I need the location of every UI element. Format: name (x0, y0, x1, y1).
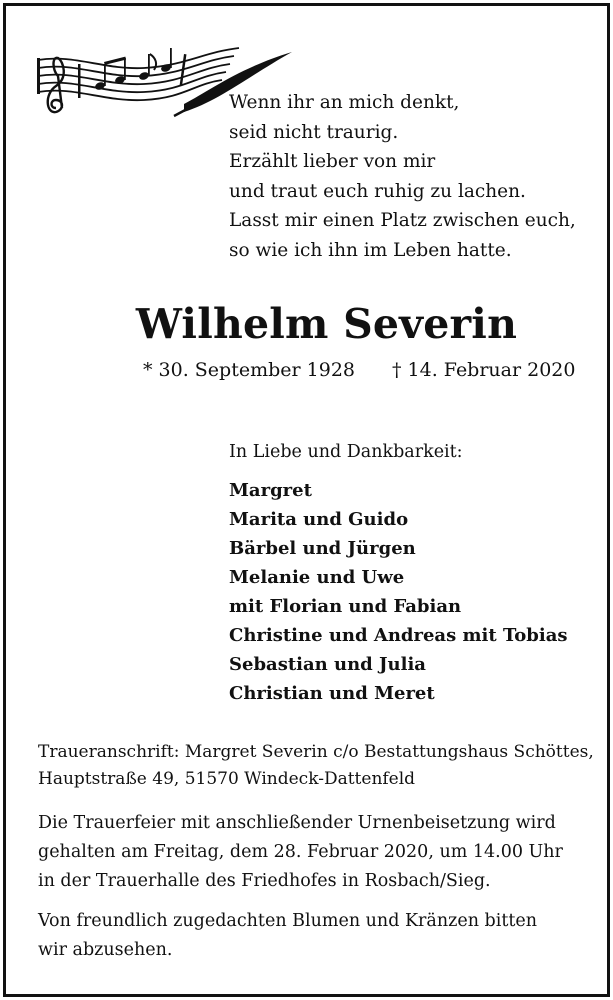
mourner-entry: Melanie und Uwe (229, 567, 405, 588)
death-date: † 14. Februar 2020 (392, 359, 576, 381)
poem-line: Erzählt lieber von mir (229, 151, 436, 172)
mourner-entry: Christian und Meret (229, 683, 435, 704)
ceremony-line: in der Trauerhalle des Friedhofes in Rosbach/Sieg. (38, 871, 491, 891)
poem (229, 88, 576, 265)
mourner-entry: Bärbel und Jürgen (229, 538, 416, 559)
mourner-entry: Sebastian und Julia (229, 654, 426, 675)
poem-line: Wenn ihr an mich denkt, (229, 92, 460, 113)
mourner-entry: Marita und Guido (229, 509, 409, 530)
ceremony-notice (38, 809, 575, 896)
poem-line: und traut euch ruhig zu lachen. (229, 180, 526, 202)
poem-line: seid nicht traurig. (229, 121, 399, 143)
flowers-line: Von freundlich zugedachten Blumen und Kränzen bitten (38, 911, 538, 931)
mourners-heading: In Liebe und Dankbarkeit: (229, 442, 463, 462)
flowers-notice (38, 907, 575, 965)
mourners-list (229, 476, 568, 708)
mourning-address (38, 739, 594, 793)
address-line: Traueranschrift: Margret Severin c/o Bestattungshaus Schöttes, (38, 742, 594, 762)
mourner-entry: Margret (229, 480, 312, 501)
poem-line: so wie ich ihn im Leben hatte. (229, 239, 512, 261)
flowers-line: wir abzusehen. (38, 940, 173, 960)
poem-line: Lasst mir einen Platz zwischen euch, (229, 210, 576, 231)
ceremony-line: gehalten am Freitag, dem 28. Februar 2020, um 14.00 Uhr (38, 842, 563, 862)
birth-date: * 30. September 1928 (143, 359, 355, 381)
ceremony-line: Die Trauerfeier mit anschließender Urnenbeisetzung wird (38, 813, 556, 833)
address-line: Hauptstraße 49, 51570 Windeck-Dattenfeld (38, 769, 416, 789)
mourner-entry: Christine und Andreas mit Tobias (229, 625, 568, 646)
mourner-entry: mit Florian und Fabian (229, 596, 462, 617)
deceased-name: Wilhelm Severin (135, 300, 518, 348)
